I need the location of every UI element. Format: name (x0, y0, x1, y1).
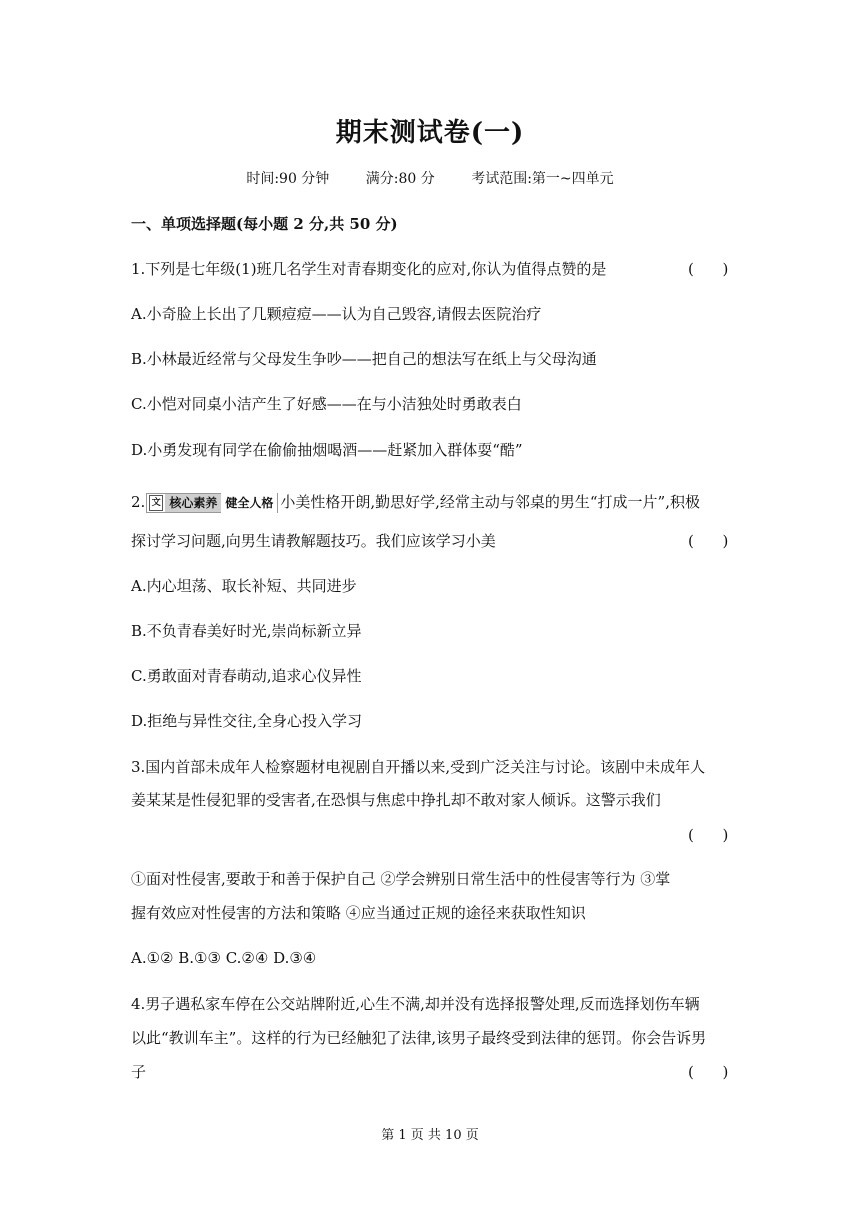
q1-option-c: C.小恺对同桌小洁产生了好感——在与小洁独处时勇敢表白 (131, 395, 522, 413)
q3-stem-line1: 3.国内首部未成年人检察题材电视剧自开播以来,受到广泛关注与讨论。该剧中未成年人 (131, 758, 706, 776)
q3-statements-line2: 握有效应对性侵害的方法和策略 ④应当通过正规的途径来获取性知识 (131, 904, 586, 922)
exam-meta (0, 168, 860, 188)
exam-score: 满分:80 分 (365, 171, 435, 187)
q3-answer-paren: ( ) (688, 826, 729, 844)
q2-option-a: A.内心坦荡、取长补短、共同进步 (131, 577, 357, 595)
q2-stem-text: 小美性格开朗,勤思好学,经常主动与邻桌的男生“打成一片”,积极 (280, 493, 700, 511)
q3-statements-line1: ①面对性侵害,要敢于和善于保护自己 ②学会辨别日常生活中的性侵害等行为 ③掌 (131, 870, 671, 888)
core-literacy-badge (146, 493, 278, 513)
q2-option-d: D.拒绝与异性交往,全身心投入学习 (131, 712, 363, 730)
section-heading: 一、单项选择题(每小题 2 分,共 50 分) (131, 215, 398, 233)
q2-answer-paren: ( ) (688, 532, 729, 550)
badge-label-personality: 健全人格 (221, 493, 277, 513)
q2-number: 2. (131, 493, 146, 511)
q2-option-c: C.勇敢面对青春萌动,追求心仪异性 (131, 667, 362, 685)
badge-label-core: 核心素养 (165, 494, 221, 512)
q2-stem-line2: 探讨学习问题,向男生请教解题技巧。我们应该学习小美 (131, 532, 496, 550)
q2-option-b: B.不负青春美好时光,崇尚标新立异 (131, 622, 362, 640)
q4-answer-paren: ( ) (688, 1063, 729, 1081)
exam-time: 时间:90 分钟 (246, 171, 330, 187)
exam-title: 期末测试卷(一) (335, 118, 525, 148)
q1-option-d: D.小勇发现有同学在偷偷抽烟喝酒——赶紧加入群体耍“酷” (131, 441, 523, 459)
q4-stem-line2: 以此“教训车主”。这样的行为已经触犯了法律,该男子最终受到法律的惩罚。你会告诉男 (131, 1029, 707, 1047)
q1-answer-paren: ( ) (688, 260, 729, 278)
q3-stem-line2: 姜某某是性侵犯罪的受害者,在恐惧与焦虑中挣扎却不敢对家人倾诉。这警示我们 (131, 791, 661, 809)
page-footer: 第 1 页 共 10 页 (381, 1128, 479, 1143)
q1-option-a: A.小奇脸上长出了几颗痘痘——认为自己毁容,请假去医院治疗 (131, 305, 542, 323)
q1-option-b: B.小林最近经常与父母发生争吵——把自己的想法写在纸上与父母沟通 (131, 350, 597, 368)
q4-stem-line1: 4.男子遇私家车停在公交站牌附近,心生不满,却并没有选择报警处理,反而选择划伤车辆 (131, 995, 700, 1013)
q2-stem-line1 (131, 492, 700, 513)
exam-scope: 考试范围:第一~四单元 (471, 171, 614, 187)
q1-stem: 1.下列是七年级(1)班几名学生对青春期变化的应对,你认为值得点赞的是 (131, 260, 607, 278)
q3-choices: A.①② B.①③ C.②④ D.③④ (131, 949, 317, 967)
q4-stem-line3: 子 (131, 1063, 147, 1081)
book-icon: 文 (149, 495, 163, 511)
